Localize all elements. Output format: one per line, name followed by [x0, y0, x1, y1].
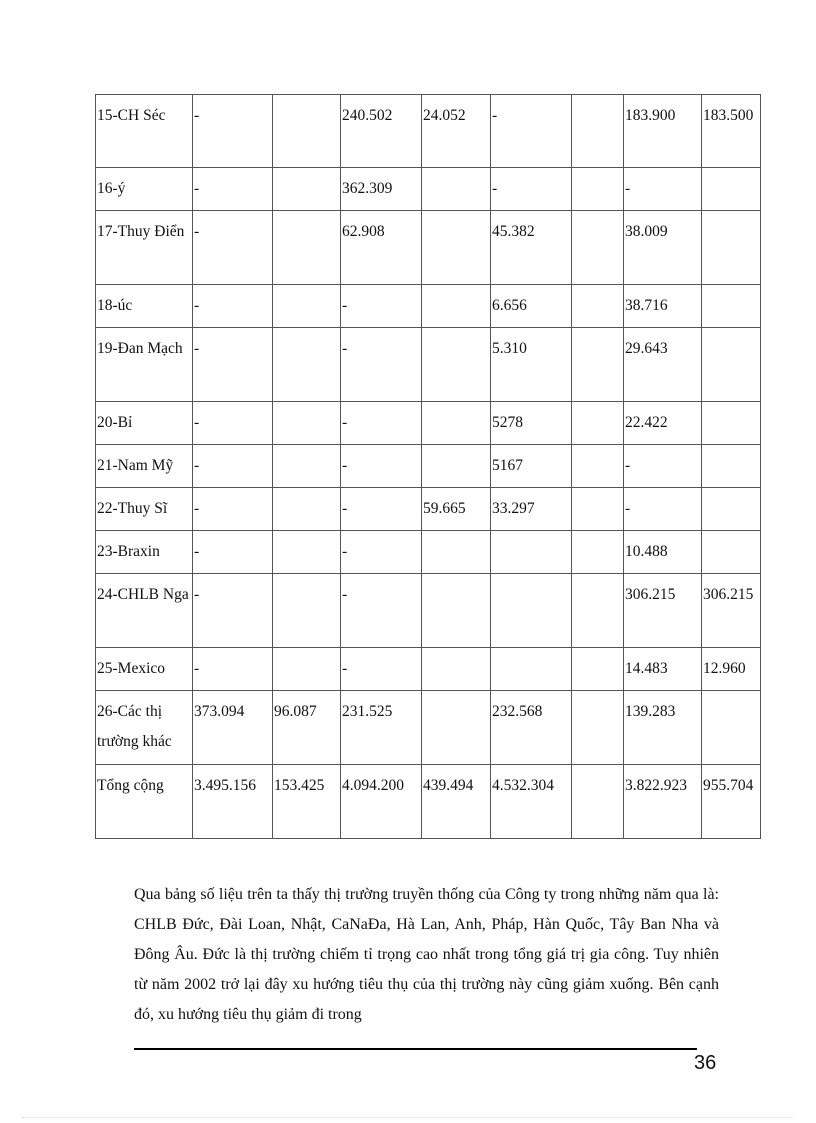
table-cell: - — [341, 285, 422, 328]
table-cell — [572, 531, 624, 574]
table-cell: 439.494 — [422, 765, 491, 839]
table-cell: 362.309 — [341, 168, 422, 211]
table-cell — [273, 531, 341, 574]
table-cell: - — [341, 402, 422, 445]
row-label: Tổng cộng — [96, 765, 193, 839]
table-cell — [572, 488, 624, 531]
table-cell: 6.656 — [491, 285, 572, 328]
table-cell — [702, 285, 761, 328]
table-cell — [491, 531, 572, 574]
table-cell: 231.525 — [341, 691, 422, 765]
table-cell — [422, 211, 491, 285]
table-cell — [702, 168, 761, 211]
table-cell: 5167 — [491, 445, 572, 488]
table-cell: - — [341, 488, 422, 531]
table-cell: 5278 — [491, 402, 572, 445]
table-cell: 306.215 — [624, 574, 702, 648]
row-label: 25-Mexico — [96, 648, 193, 691]
table-cell: 955.704 — [702, 765, 761, 839]
row-label: 17-Thuy Điển — [96, 211, 193, 285]
table-cell: - — [624, 168, 702, 211]
row-label: 15-CH Séc — [96, 95, 193, 168]
table-cell: - — [193, 285, 273, 328]
table-cell: 3.495.156 — [193, 765, 273, 839]
body-paragraph: Qua bảng số liệu trên ta thấy thị trường truyền thống của Công ty trong những năm qua là: CHLB Đức, Đài Loan, Nhật, CaNaĐa, Hà Lan, Anh, Pháp, Hàn Quốc, Tây Ban Nha và Đông Âu. Đức là thị trường chiếm tỉ trọng cao nhất trong tổng giá trị gia công. Tuy nhiên từ năm 2002 trở lại đây xu hướng tiêu thụ của thị trường này cũng giảm xuống. Bên cạnh đó, xu hướng tiêu thụ giảm đi trong — [134, 886, 719, 1023]
row-label: 23-Braxin — [96, 531, 193, 574]
row-label: 26-Các thị trường khác — [96, 691, 193, 765]
table-cell: - — [341, 648, 422, 691]
table-cell: 29.643 — [624, 328, 702, 402]
table-cell: 306.215 — [702, 574, 761, 648]
table-cell — [702, 211, 761, 285]
row-label: 24-CHLB Nga — [96, 574, 193, 648]
table-cell — [273, 211, 341, 285]
table-cell: 10.488 — [624, 531, 702, 574]
table-cell: 3.822.923 — [624, 765, 702, 839]
table-cell: - — [193, 488, 273, 531]
table-cell: - — [491, 168, 572, 211]
table-cell — [491, 574, 572, 648]
table-cell — [422, 648, 491, 691]
table-cell: - — [193, 95, 273, 168]
table-cell — [702, 402, 761, 445]
export-market-table — [95, 94, 761, 839]
table-cell — [572, 765, 624, 839]
table-cell — [702, 531, 761, 574]
table-cell — [572, 445, 624, 488]
table-cell: - — [193, 402, 273, 445]
table-cell — [422, 328, 491, 402]
table-cell: 139.283 — [624, 691, 702, 765]
table-row — [96, 648, 761, 691]
table-row — [96, 574, 761, 648]
table-cell: 38.716 — [624, 285, 702, 328]
table-cell — [422, 445, 491, 488]
table-cell — [572, 211, 624, 285]
table-row — [96, 531, 761, 574]
table-cell: 59.665 — [422, 488, 491, 531]
table-cell: 373.094 — [193, 691, 273, 765]
table-cell: - — [341, 445, 422, 488]
table-cell — [273, 648, 341, 691]
page-border-dots — [22, 1117, 794, 1118]
row-label: 18-úc — [96, 285, 193, 328]
table-cell: 14.483 — [624, 648, 702, 691]
table-cell: - — [491, 95, 572, 168]
table-cell — [572, 328, 624, 402]
table-cell — [572, 95, 624, 168]
row-label: 20-Bỉ — [96, 402, 193, 445]
table-cell: 62.908 — [341, 211, 422, 285]
table-cell: 38.009 — [624, 211, 702, 285]
table-cell — [572, 285, 624, 328]
table-cell — [702, 445, 761, 488]
table-cell — [273, 168, 341, 211]
page-number: 36 — [694, 1052, 717, 1074]
table-cell — [273, 488, 341, 531]
table-cell — [273, 445, 341, 488]
table-cell — [273, 285, 341, 328]
table-cell: - — [624, 445, 702, 488]
table-row — [96, 445, 761, 488]
table-cell — [422, 168, 491, 211]
table-row — [96, 168, 761, 211]
row-label: 21-Nam Mỹ — [96, 445, 193, 488]
table-cell — [491, 648, 572, 691]
table-cell — [422, 285, 491, 328]
table-cell: 96.087 — [273, 691, 341, 765]
table-cell: 22.422 — [624, 402, 702, 445]
table-cell: - — [193, 168, 273, 211]
table-cell: 153.425 — [273, 765, 341, 839]
table-cell: - — [193, 574, 273, 648]
table-row — [96, 691, 761, 765]
table-cell — [422, 531, 491, 574]
table-cell — [572, 648, 624, 691]
table-row — [96, 765, 761, 839]
table-cell — [702, 691, 761, 765]
table-cell: 183.500 — [702, 95, 761, 168]
table-row — [96, 95, 761, 168]
table-cell: 232.568 — [491, 691, 572, 765]
table-cell — [273, 574, 341, 648]
table-cell — [273, 328, 341, 402]
table-cell: 4.094.200 — [341, 765, 422, 839]
table-cell: 5.310 — [491, 328, 572, 402]
table-cell: 33.297 — [491, 488, 572, 531]
table-cell — [422, 574, 491, 648]
table-row — [96, 488, 761, 531]
table-cell: 45.382 — [491, 211, 572, 285]
table-cell: - — [193, 531, 273, 574]
table-cell: 240.502 — [341, 95, 422, 168]
table-row — [96, 285, 761, 328]
table-cell: 12.960 — [702, 648, 761, 691]
table-cell: - — [193, 211, 273, 285]
table-cell — [273, 402, 341, 445]
table-cell: - — [193, 648, 273, 691]
table-cell: 24.052 — [422, 95, 491, 168]
table-cell — [422, 691, 491, 765]
table-cell: - — [193, 445, 273, 488]
table-cell — [572, 402, 624, 445]
table-row — [96, 402, 761, 445]
table-cell — [572, 168, 624, 211]
footer-rule — [134, 1048, 697, 1050]
table-cell: - — [341, 531, 422, 574]
table-cell: - — [193, 328, 273, 402]
table-row — [96, 211, 761, 285]
table-cell — [273, 95, 341, 168]
table-cell: 183.900 — [624, 95, 702, 168]
table-cell — [702, 488, 761, 531]
table-cell: - — [341, 574, 422, 648]
table-cell — [422, 402, 491, 445]
table-cell: - — [624, 488, 702, 531]
row-label: 16-ý — [96, 168, 193, 211]
table-cell: 4.532.304 — [491, 765, 572, 839]
row-label: 19-Đan Mạch — [96, 328, 193, 402]
table-cell: - — [341, 328, 422, 402]
row-label: 22-Thuy Sĩ — [96, 488, 193, 531]
table-cell — [572, 574, 624, 648]
table-cell — [572, 691, 624, 765]
table-cell — [702, 328, 761, 402]
table-row — [96, 328, 761, 402]
